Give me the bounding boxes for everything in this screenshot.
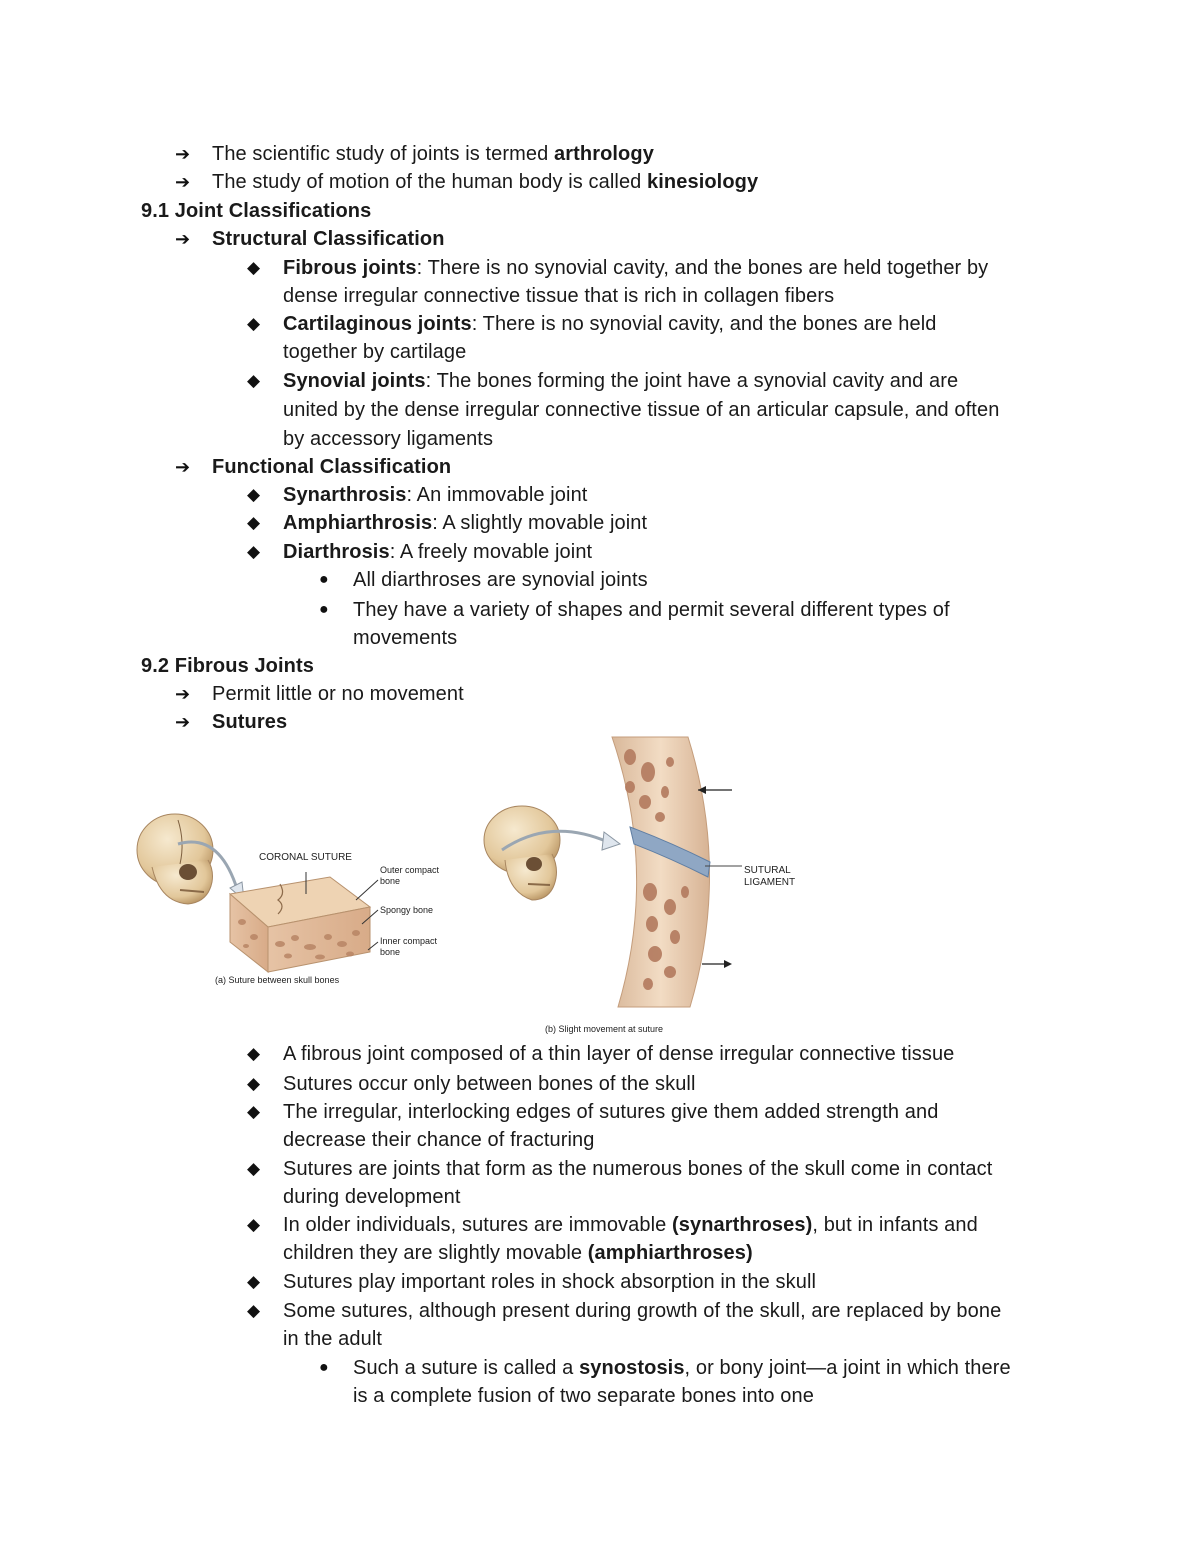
label-coronal-suture: CORONAL SUTURE [259,852,352,863]
suture-bullet-2: Sutures occur only between bones of the skull [283,1073,696,1095]
synostosis-line-1 [353,1354,1011,1382]
suture-bullet-3-line-2: decrease their chance of fracturing [283,1129,595,1151]
intro-text: The scientific study of joints is termed [212,143,555,165]
text: : There is no synovial cavity, and the bones are held [471,313,937,335]
suture-bullet-3-line-1: The irregular, interlocking edges of sutures give them added strength and [283,1101,939,1123]
term-synarthroses: (synarthroses) [672,1214,813,1236]
synarthrosis-line [283,481,587,509]
diamond-bullet-icon: ◆ [247,371,261,390]
suture-bullet-6: Sutures play important roles in shock absorption in the skull [283,1271,817,1293]
term-arthrology: arthrology [554,143,654,165]
skull-illustration-a [137,814,213,904]
text: , or bony joint—a joint in which there [684,1357,1011,1379]
suture-bullet-5-line-1 [283,1211,978,1239]
dot-bullet-icon: ● [319,1359,329,1376]
synovial-line-2: united by the dense irregular connective tissue of an articular capsule, and often [283,399,1000,421]
diamond-bullet-icon: ◆ [247,1159,261,1178]
fibrous-item-movement: Permit little or no movement [212,683,464,705]
diamond-bullet-icon: ◆ [247,1301,261,1320]
label-inner-compact-1: Inner compact [380,936,438,946]
term-synovial-joints: Synovial joints [283,370,426,392]
pointer-arrowhead-b [602,832,620,850]
diamond-bullet-icon: ◆ [247,314,261,333]
caption-a: (a) Suture between skull bones [215,975,340,985]
term-kinesiology: kinesiology [647,171,759,193]
diamond-bullet-icon: ◆ [247,258,261,277]
diamond-bullet-icon: ◆ [247,513,261,532]
intro-line-2 [212,168,758,196]
diamond-bullet-icon: ◆ [247,485,261,504]
arrow-bullet-icon: ➔ [175,172,191,192]
sutures-heading: Sutures [212,711,288,733]
suture-bullet-7-line-2: in the adult [283,1328,383,1350]
suture-bullet-4-line-2: during development [283,1186,461,1208]
label-outer-compact-2: bone [380,876,401,886]
suture-bullet-4-line-1: Sutures are joints that form as the numerous bones of the skull come in contact [283,1158,993,1180]
synovial-line-1 [283,367,958,395]
synovial-line-3: by accessory ligaments [283,428,494,450]
diarthrosis-sub-2-line-1: They have a variety of shapes and permit several different types of [353,599,950,621]
label-spongy-bone: Spongy bone [380,905,434,915]
synostosis-line-2: is a complete fusion of two separate bones into one [353,1385,814,1407]
functional-classification: Functional Classification [212,456,452,478]
term-cartilaginous-joints: Cartilaginous joints [283,313,472,335]
fibrous-line-1 [283,254,988,282]
suture-bullet-1: A fibrous joint composed of a thin layer of dense irregular connective tissue [283,1043,955,1065]
cartilaginous-line-1 [283,310,937,338]
text: : There is no synovial cavity, and the bones are held together by [416,257,989,279]
diamond-bullet-icon: ◆ [247,1102,261,1121]
text: children they are slightly movable [283,1242,588,1264]
arrow-bullet-icon: ➔ [175,457,191,477]
suture-bullet-5-line-2 [283,1239,753,1267]
cartilaginous-line-2: together by cartilage [283,341,467,363]
text: , but in infants and [812,1214,978,1236]
label-inner-compact-2: bone [380,947,401,957]
bone-block-illustration [230,872,378,972]
diamond-bullet-icon: ◆ [247,1044,261,1063]
term-amphiarthroses: (amphiarthroses) [587,1242,753,1264]
term-synarthrosis: Synarthrosis [283,484,407,506]
arrow-bullet-icon: ➔ [175,712,191,732]
diamond-bullet-icon: ◆ [247,542,261,561]
diamond-bullet-icon: ◆ [247,1272,261,1291]
text: : A freely movable joint [389,541,593,563]
diamond-bullet-icon: ◆ [247,1215,261,1234]
label-sutural-2: LIGAMENT [744,877,796,888]
caption-b: (b) Slight movement at suture [545,1024,664,1034]
intro-text: The study of motion of the human body is called [212,171,648,193]
diarthrosis-sub-2-line-2: movements [353,627,458,649]
text: : The bones forming the joint have a synovial cavity and are [425,370,959,392]
amphiarthrosis-line [283,509,647,537]
suture-bullet-7-line-1: Some sutures, although present during growth of the skull, are replaced by bone [283,1300,1002,1322]
structural-classification: Structural Classification [212,228,445,250]
diamond-bullet-icon: ◆ [247,1074,261,1093]
text: Such a suture is called a [353,1357,580,1379]
bone-section-illustration [612,737,742,1007]
text: : A slightly movable joint [432,512,648,534]
text: In older individuals, sutures are immovable [283,1214,673,1236]
dot-bullet-icon: ● [319,601,329,618]
term-fibrous-joints: Fibrous joints [283,257,417,279]
diarthrosis-line [283,538,592,566]
dot-bullet-icon: ● [319,571,329,588]
term-diarthrosis: Diarthrosis [283,541,390,563]
term-amphiarthrosis: Amphiarthrosis [283,512,433,534]
skull-illustration-b [484,806,560,900]
text: : An immovable joint [406,484,588,506]
arrow-bullet-icon: ➔ [175,229,191,249]
section-heading-9-2: 9.2 Fibrous Joints [141,655,314,677]
label-outer-compact-1: Outer compact [380,865,440,875]
label-sutural-1: SUTURAL [744,865,791,876]
suture-figure [130,732,830,1042]
diarthrosis-sub-1: All diarthroses are synovial joints [353,569,648,591]
arrow-bullet-icon: ➔ [175,684,191,704]
fibrous-line-2: dense irregular connective tissue that is rich in collagen fibers [283,285,835,307]
term-synostosis: synostosis [579,1357,685,1379]
intro-line-1 [212,140,654,168]
arrow-bullet-icon: ➔ [175,144,191,164]
section-heading-9-1: 9.1 Joint Classifications [141,200,372,222]
